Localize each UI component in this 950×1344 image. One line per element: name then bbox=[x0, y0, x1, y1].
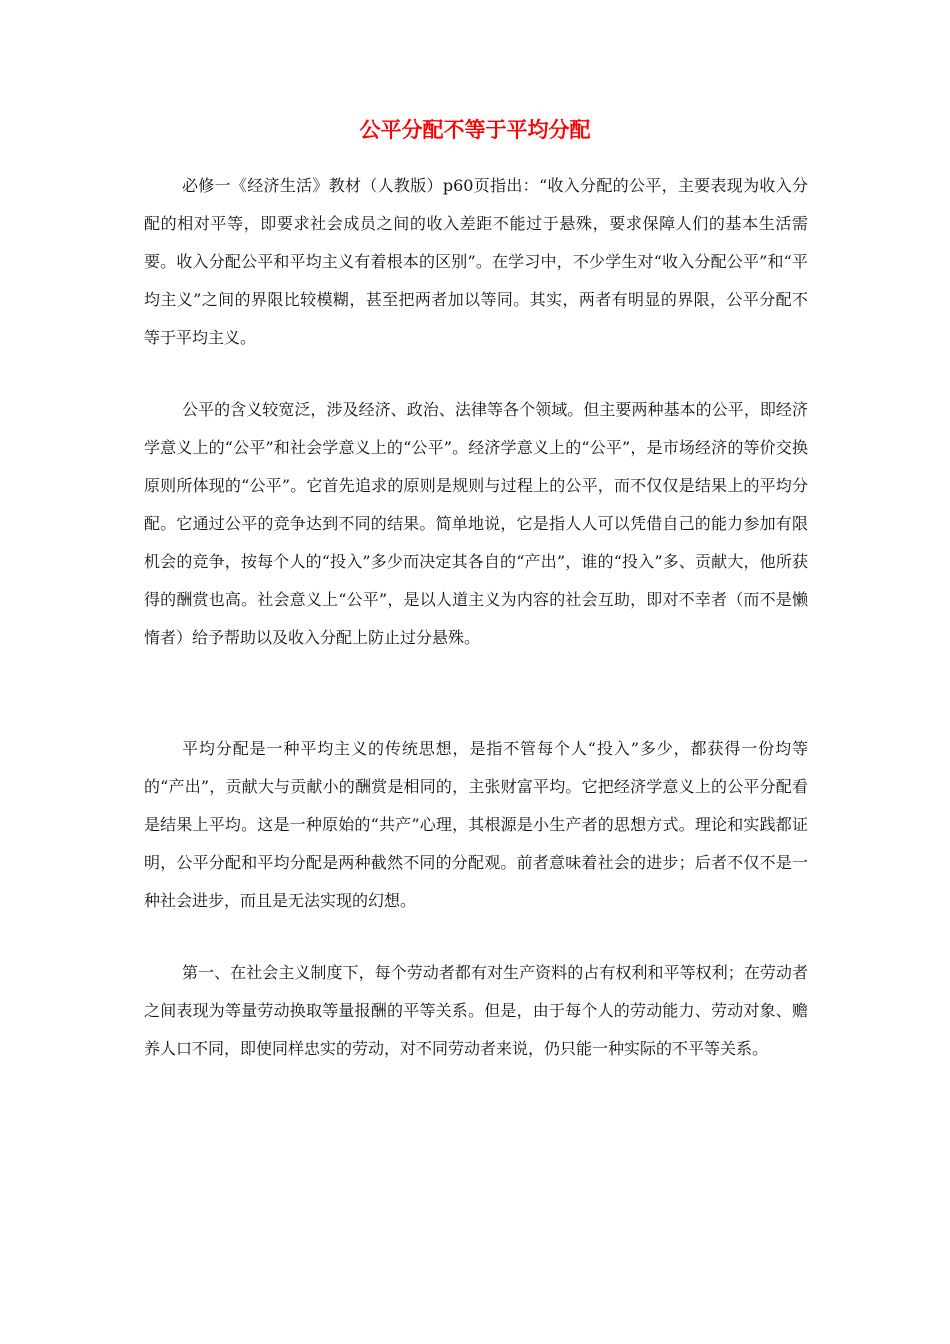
paragraph-3: 平均分配是一种平均主义的传统思想，是指不管每个人“投入”多少，都获得一份均等的“产出”，贡献大与贡献小的酬赏是相同的，主张财富平均。它把经济学意义上的公平分配看是结果上平均。这是一种原始的“共产”心理，其根源是小生产者的思想方式。理论和实践都证明，公平分配和平均分配是两种截然不同的分配观。前者意味着社会的进步；后者不仅不是一种社会进步，而且是无法实现的幻想。 bbox=[144, 739, 808, 910]
paragraph-2: 公平的含义较宽泛，涉及经济、政治、法律等各个领域。但主要两种基本的公平，即经济学意义上的“公平”和社会学意义上的“公平”。经济学意义上的“公平”，是市场经济的等价交换原则所体现的“公平”。它首先追求的原则是规则与过程上的公平，而不仅仅是结果上的平均分配。它通过公平的竞争达到不同的结果。简单地说，它是指人人可以凭借自己的能力参加有限机会的竞争，按每个人的“投入”多少而决定其各自的“产出”，谁的“投入”多、贡献大，他所获得的酬赏也高。社会意义上“公平”，是以人道主义为内容的社会互助，即对不幸者（而不是懒惰者）给予帮助以及收入分配上防止过分悬殊。 bbox=[144, 400, 808, 647]
page-title: 公平分配不等于平均分配 bbox=[359, 117, 591, 142]
paragraph-4: 第一、在社会主义制度下，每个劳动者都有对生产资料的占有权利和平等权利；在劳动者之间表现为等量劳动换取等量报酬的平等关系。但是，由于每个人的劳动能力、劳动对象、赡养人口不同，即使同样忠实的劳动，对不同劳动者来说，仍只能一种实际的不平等关系。 bbox=[144, 963, 808, 1058]
paragraph-1: 必修一《经济生活》教材（人教版）p60页指出：“收入分配的公平，主要表现为收入分配的相对平等，即要求社会成员之间的收入差距不能过于悬殊，要求保障人们的基本生活需要。收入分配公平和平均主义有着根本的区别”。在学习中，不少学生对“收入分配公平”和“平均主义”之间的界限比较模糊，甚至把两者加以等同。其实，两者有明显的界限，公平分配不等于平均主义。 bbox=[144, 176, 808, 347]
